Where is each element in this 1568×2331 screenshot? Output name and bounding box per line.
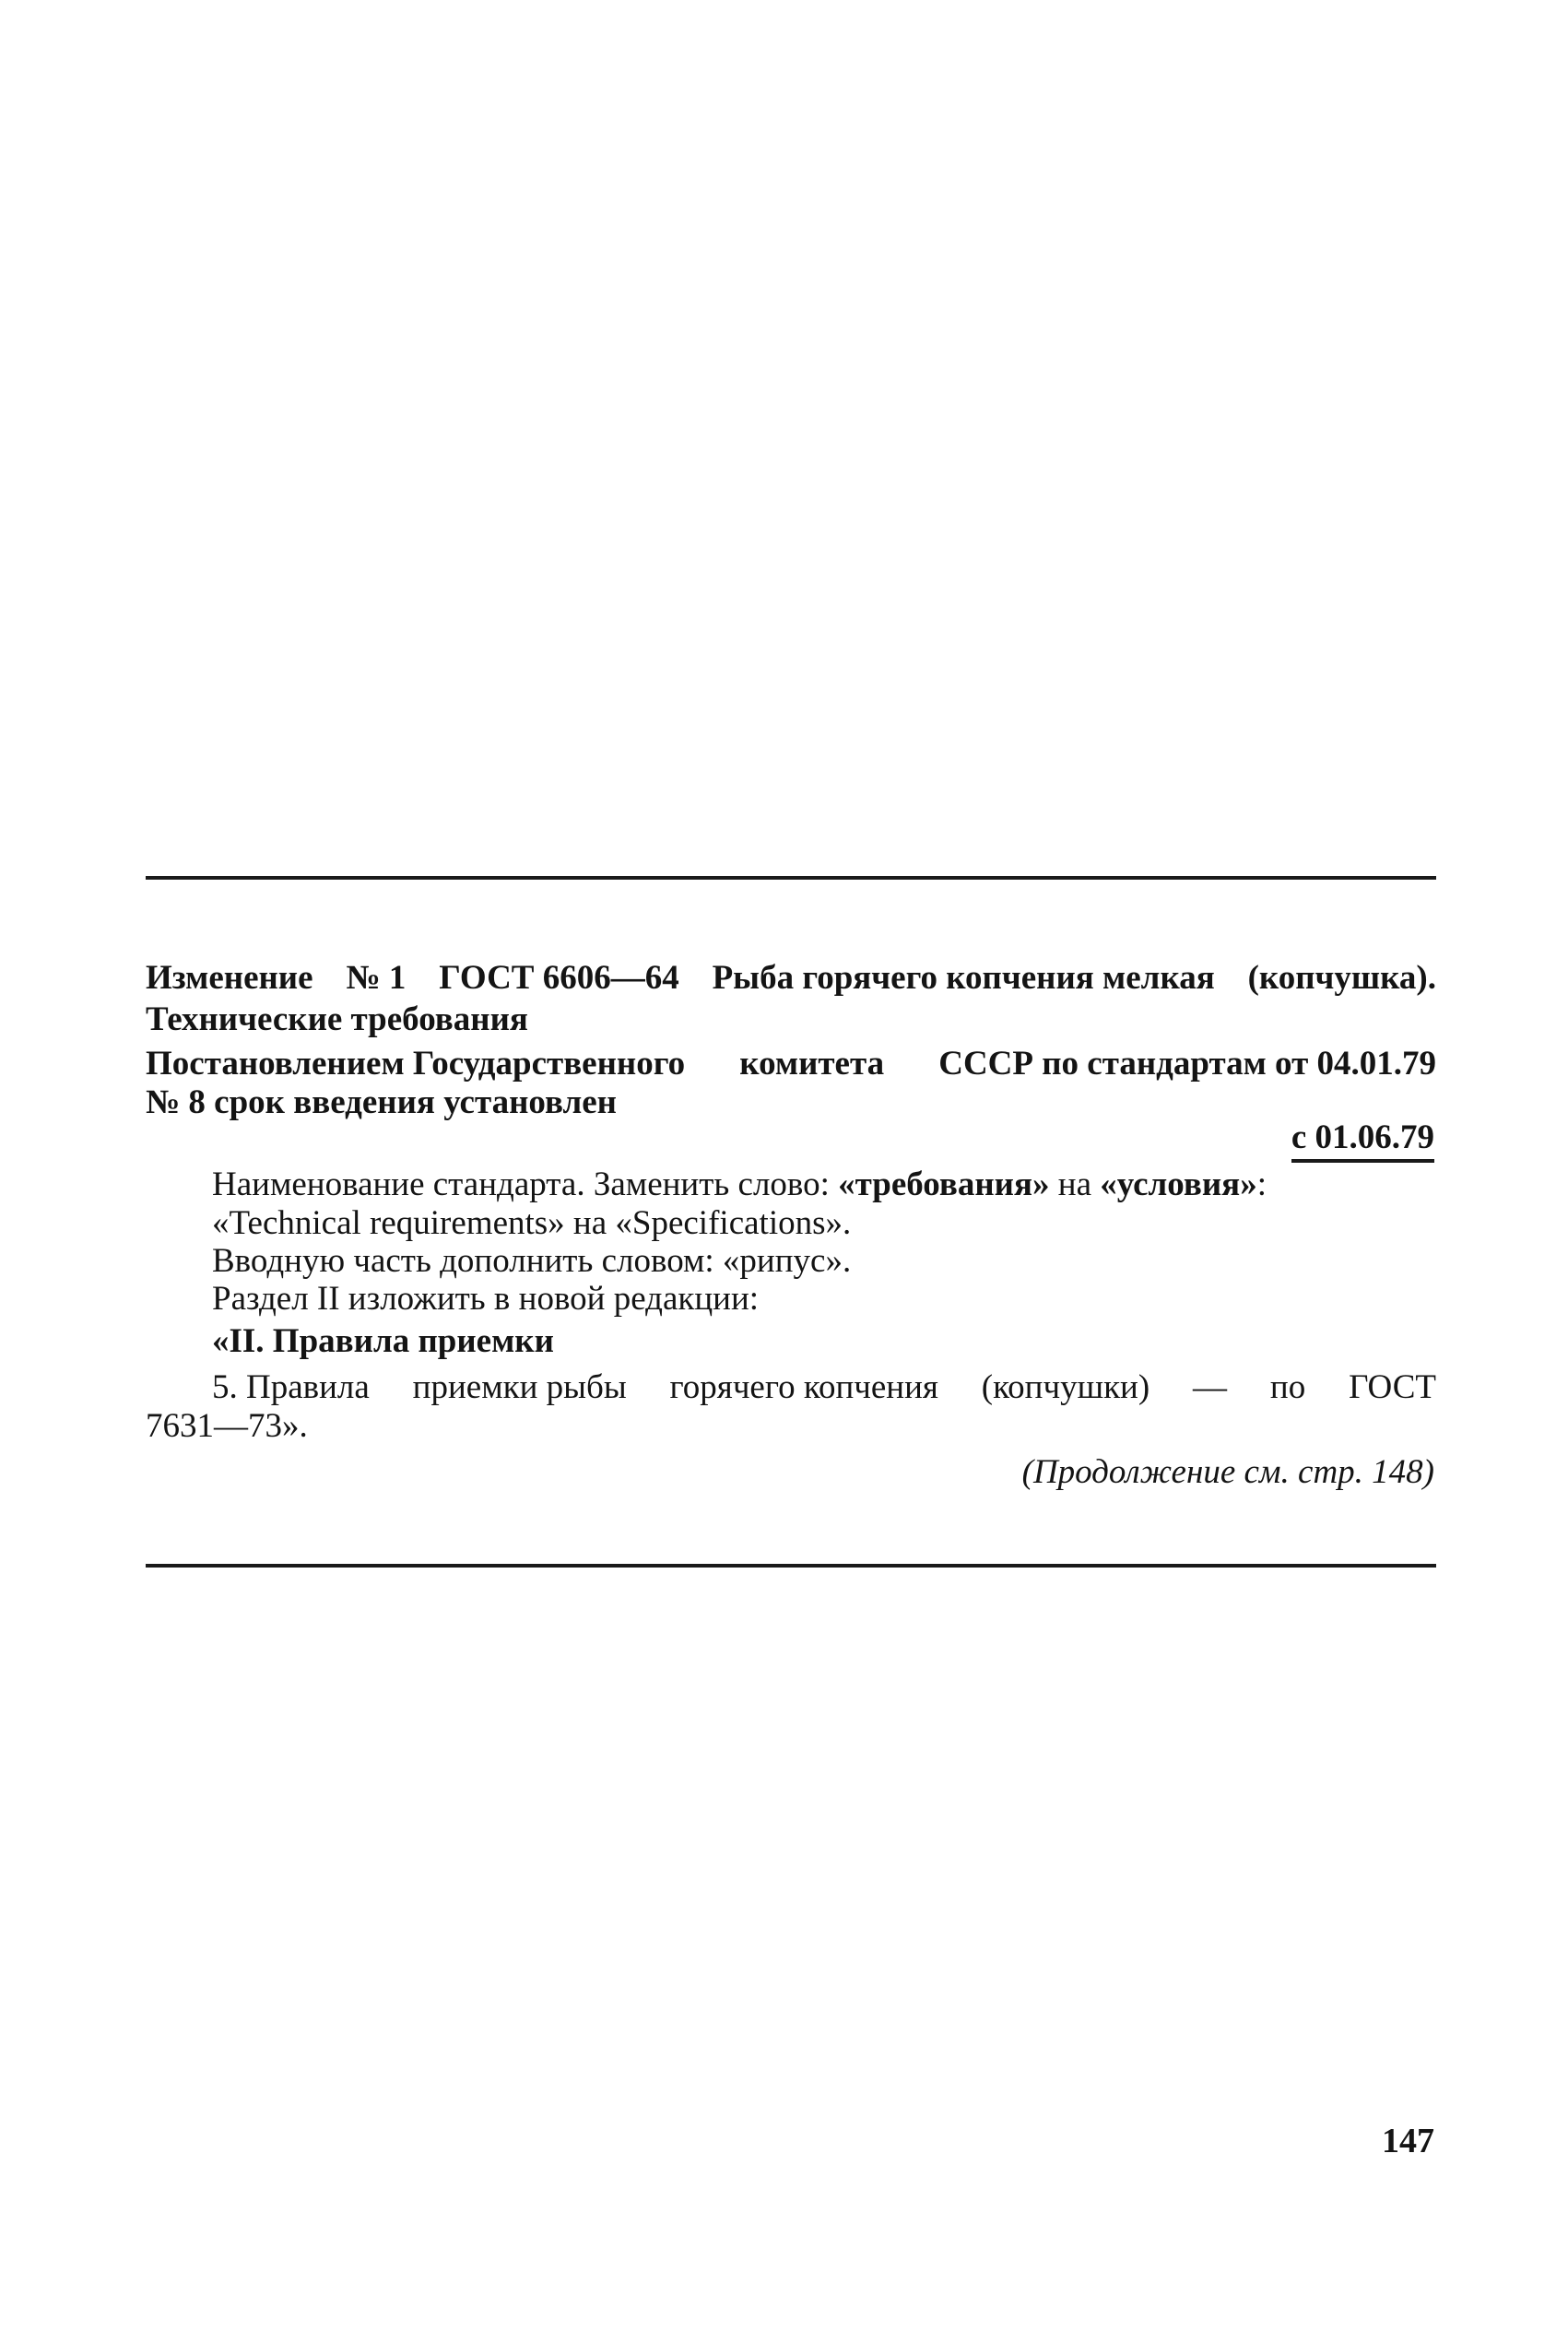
rule5-part-5: —	[1193, 1368, 1228, 1406]
bottom-divider	[146, 1564, 1436, 1568]
rule5-line2: 7631—73».	[146, 1407, 308, 1445]
decree-line2: № 8 срок введения установлен	[146, 1083, 617, 1121]
p1-text-e: :	[1256, 1166, 1267, 1203]
rule5-part-4: (копчушки)	[981, 1368, 1150, 1406]
rule5-part-2: приемки рыбы	[412, 1368, 627, 1406]
product-alias: (копчушка).	[1247, 959, 1436, 997]
decree-part-1: Постановлением Государственного	[146, 1045, 686, 1083]
decree-line1	[146, 1045, 1436, 1083]
amendment-word: Изменение	[146, 959, 313, 997]
paragraph-english-title: «Technical requirements» на «Specifications».	[212, 1204, 852, 1242]
decree-part-2: комитета	[739, 1045, 885, 1083]
paragraph-section-ii: Раздел II изложить в новой редакции:	[212, 1280, 760, 1318]
section-title: «II. Правила приемки	[212, 1322, 554, 1360]
paragraph-standard-name	[212, 1166, 1436, 1204]
continuation-note: (Продолжение см. стр. 148)	[1021, 1453, 1434, 1491]
rule5-part-7: ГОСТ	[1349, 1368, 1436, 1406]
top-divider	[146, 876, 1436, 880]
rule5-part-1: 5. Правила	[212, 1368, 370, 1406]
p1-text-a: Наименование стандарта. Заменить слово:	[212, 1166, 839, 1203]
effective-date: с 01.06.79	[1291, 1118, 1434, 1163]
gost-number: ГОСТ 6606—64	[439, 959, 679, 997]
page-number: 147	[1382, 2122, 1434, 2160]
rule5-line1	[212, 1368, 1436, 1407]
rule5-part-6: по	[1269, 1368, 1306, 1406]
amendment-number: № 1	[346, 959, 407, 997]
p1-text-c: на	[1049, 1166, 1101, 1203]
paragraph-intro: Вводную часть дополнить словом: «рипус».	[212, 1242, 852, 1280]
rule5-part-3: горячего копчения	[669, 1368, 938, 1406]
amendment-title-line2: Технические требования	[146, 1000, 528, 1038]
amendment-title-line1	[146, 959, 1436, 998]
product-name: Рыба горячего копчения мелкая	[712, 959, 1215, 997]
p1-word-new: «условия»	[1100, 1166, 1257, 1203]
decree-part-3: СССР по стандартам от 04.01.79	[938, 1045, 1436, 1083]
p1-word-old: «требования»	[838, 1166, 1050, 1203]
